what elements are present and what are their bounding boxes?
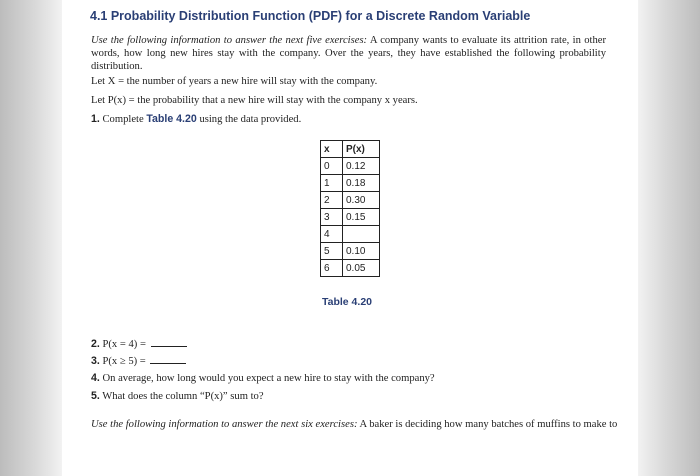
probability-table [320, 140, 380, 277]
table-row [321, 192, 380, 209]
table-row [321, 158, 380, 175]
table-reference-link[interactable]: Table 4.20 [146, 113, 197, 125]
section-heading: 4.1 Probability Distribution Function (PDF) for a Discrete Random Variable [90, 9, 531, 23]
header-x: x [321, 141, 343, 158]
cell-x: 4 [321, 226, 343, 243]
question-4-number: 4. [91, 372, 100, 384]
cell-px: 0.10 [343, 243, 380, 260]
intro-paragraph [91, 34, 606, 73]
next-intro-text: A baker is deciding how many batches of muffins to make to [357, 419, 618, 430]
next-exercises-intro [91, 419, 617, 430]
question-3-text: P(x ≥ 5) = [99, 356, 149, 367]
viewer-margin-left [0, 0, 62, 476]
question-1-text-b: using the data provided. [196, 114, 302, 125]
intro-lead: Use the following information to answer the next five exercises: [91, 35, 368, 46]
document-page [62, 0, 638, 476]
question-3-number: 3. [91, 355, 100, 367]
px-definition: Let P(x) = the probability that a new hire will stay with the company x years. [91, 95, 418, 106]
question-2-text: P(x = 4) = [99, 339, 149, 350]
question-1-text-a: Complete [99, 114, 147, 125]
header-px: P(x) [343, 141, 380, 158]
table-row [321, 209, 380, 226]
cell-x: 6 [321, 260, 343, 277]
question-5-number: 5. [91, 390, 100, 402]
next-intro-lead: Use the following information to answer the next six exercises: [91, 419, 358, 430]
question-2-number: 2. [91, 338, 100, 350]
cell-x: 0 [321, 158, 343, 175]
table-row [321, 260, 380, 277]
intro-text: A company wants to evaluate its attrition rate, in other words, how long new hires stay with the company. Over the years, they have established the following probability distribution. [91, 35, 606, 72]
question-2 [91, 337, 187, 350]
cell-x: 3 [321, 209, 343, 226]
answer-blank [150, 354, 186, 364]
cell-px: 0.12 [343, 158, 380, 175]
answer-blank [151, 337, 187, 347]
cell-x: 2 [321, 192, 343, 209]
cell-px: 0.15 [343, 209, 380, 226]
cell-x: 1 [321, 175, 343, 192]
question-5 [91, 390, 264, 402]
cell-x: 5 [321, 243, 343, 260]
question-4 [91, 372, 435, 384]
table-row [321, 226, 380, 243]
question-4-text: On average, how long would you expect a new hire to stay with the company? [99, 373, 435, 384]
question-5-text: What does the column “P(x)” sum to? [99, 391, 264, 402]
question-1-number: 1. [91, 113, 100, 125]
question-1 [91, 113, 301, 125]
cell-px-empty [343, 226, 380, 243]
question-3 [91, 354, 186, 367]
cell-px: 0.05 [343, 260, 380, 277]
cell-px: 0.30 [343, 192, 380, 209]
x-definition: Let X = the number of years a new hire will stay with the company. [91, 76, 378, 87]
table-caption: Table 4.20 [322, 296, 372, 308]
viewer-margin-right [638, 0, 700, 476]
table-row [321, 175, 380, 192]
table-row [321, 243, 380, 260]
table-header-row [321, 141, 380, 158]
cell-px: 0.18 [343, 175, 380, 192]
